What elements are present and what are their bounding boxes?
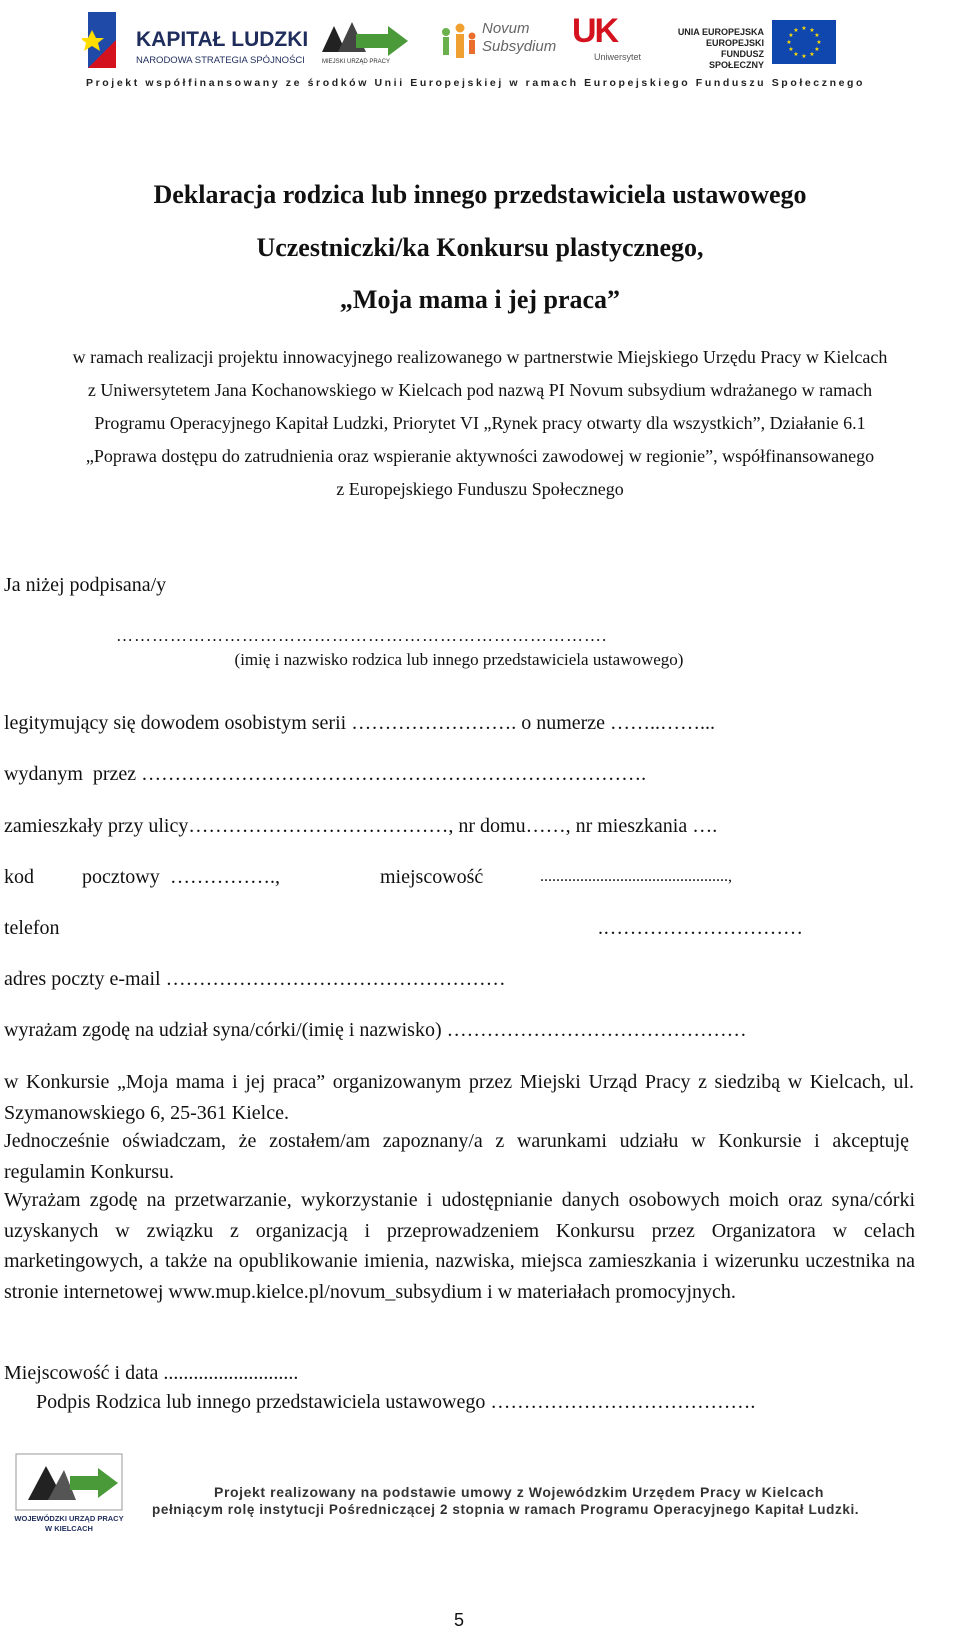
svg-text:★: ★ — [793, 27, 799, 34]
novum-subsydium-logo — [438, 16, 557, 66]
issued-label: wydanym przez — [4, 763, 137, 785]
child-name-field[interactable]: ……………………………………… — [446, 1019, 747, 1041]
town-field[interactable]: ..............................................., — [540, 868, 732, 885]
street-label: zamieszkały przy ulicy — [4, 815, 189, 837]
issued-field[interactable]: …………………………………………………………………. — [141, 763, 647, 785]
intro-line1: w ramach realizacji projektu innowacyjnego realizowanego w partnerstwie Miejskiego Urzędu Pracy w Kielcach — [72, 347, 888, 367]
novum-logo-line1: Novum — [482, 20, 530, 37]
eu-flag-icon — [772, 20, 836, 64]
id-line-prefix: legitymujący się dowodem osobistym serii — [4, 712, 347, 734]
house-field[interactable]: …… — [525, 815, 566, 837]
wup-caption-line2: W KIELCACH — [45, 1524, 93, 1533]
address-line — [4, 815, 717, 838]
eu-line3: FUNDUSZ SPOŁECZNY — [708, 49, 764, 70]
intro-line5: z Europejskiego Funduszu Społecznego — [336, 479, 624, 499]
name-hint: (imię i nazwisko rodzica lub innego przedstawiciela ustawowego) — [234, 650, 684, 669]
footer-line2: pełniącym rolę instytucji Pośredniczącej 2 stopnia w ramach Programu Operacyjnego Kapitał Ludzki. — [152, 1502, 860, 1517]
street-field[interactable]: ………………………………… — [188, 815, 449, 837]
id-series-field[interactable]: ……………………. — [351, 712, 517, 734]
ujk-letters: UK — [572, 12, 618, 50]
svg-text:★: ★ — [786, 39, 792, 46]
mup-arrow-icon — [318, 16, 410, 58]
header-logos — [0, 0, 960, 100]
issued-line — [4, 763, 646, 786]
kapital-ludzki-emblem-icon — [82, 10, 122, 72]
svg-text:★: ★ — [793, 51, 799, 58]
postal-line — [4, 866, 914, 889]
phone-label: telefon — [4, 917, 60, 939]
email-label: adres poczty e-mail — [4, 968, 161, 990]
consent-label: wyrażam zgodę na udział syna/córki/(imię i nazwisko) — [4, 1019, 442, 1041]
contest-paragraph: w Konkursie „Moja mama i jej praca” organizowanym przez Miejski Urząd Pracy z siedzibą w Kielcach, ul. Szymanowskiego 6, 25-361 Kielce. — [4, 1071, 914, 1124]
signature-line — [36, 1391, 755, 1414]
ujk-logo — [572, 12, 642, 66]
svg-text:★: ★ — [809, 27, 815, 34]
eu-line1: UNIA EUROPEJSKA — [677, 27, 764, 37]
svg-text:★: ★ — [816, 39, 822, 46]
data-consent-paragraph: Wyrażam zgodę na przetwarzanie, wykorzystanie i udostępnianie danych osobowych moich oraz syna/córki uzyskanych w związku z organizacją i przeprowadzeniem Konkursu przez Organizatora w celach marketingowych, a także na opublikowanie imienia, nazwiska, miejsca zamieszkania i wizerunku uczestnika na stronie internetowej www.mup.kielce.pl/novum_subsydium i w materiałach promocyjnych. — [4, 1189, 915, 1303]
pocztowy-label: pocztowy — [82, 866, 160, 888]
consent-line — [4, 1019, 747, 1042]
svg-text:★: ★ — [814, 46, 820, 53]
wup-caption-line1: WOJEWÓDZKI URZĄD PRACY — [14, 1514, 124, 1523]
id-number-field[interactable]: ……..……... — [610, 712, 716, 734]
mup-logo — [318, 16, 410, 68]
email-field[interactable]: …………………………………………… — [165, 968, 506, 990]
svg-text:★: ★ — [801, 25, 807, 32]
id-line — [4, 712, 715, 735]
email-line — [4, 968, 506, 991]
eu-text — [664, 27, 764, 71]
phone-field[interactable]: .………………………… — [598, 917, 803, 939]
page-number: 5 — [453, 1610, 464, 1630]
intro-line4: „Poprawa dostępu do zatrudnienia oraz wspieranie aktywności zawodowej w regionie”, współfinansowanego — [85, 446, 875, 466]
svg-text:★: ★ — [801, 53, 807, 60]
kapital-ludzki-logo — [82, 10, 309, 72]
phone-line — [4, 917, 914, 940]
title-line1: Deklaracja rodzica lub innego przedstawiciela ustawowego — [153, 180, 807, 209]
title-line2: Uczestniczki/ka Konkursu plastycznego, — [256, 233, 704, 262]
flat-label: , nr mieszkania — [565, 815, 688, 837]
title-line3: „Moja mama i jej praca” — [339, 285, 621, 314]
cofinance-tagline: Projekt współfinansowany ze środków Unii Europejskiej w ramach Europejskiego Funduszu Społecznego — [86, 77, 866, 89]
svg-text:★: ★ — [809, 51, 815, 58]
name-dots-field[interactable]: ………………………………………………………………………. — [116, 626, 608, 645]
signature-field[interactable]: …………………………………. — [490, 1391, 756, 1413]
place-date-line[interactable]: Miejscowość i data ........................... — [4, 1362, 299, 1384]
kapital-ludzki-name: KAPITAŁ LUDZKI — [136, 28, 309, 51]
kod-label: kod — [4, 866, 34, 888]
novum-logo-line2: Subsydium — [482, 38, 557, 55]
ujk-name: Uniwersytet — [594, 52, 642, 62]
acceptance-paragraph: Jednocześnie oświadczam, że zostałem/am zapoznany/a z warunkami udziału w Konkursie i akceptuję regulamin Konkursu. — [4, 1130, 909, 1183]
wup-arrow-icon — [14, 1452, 124, 1512]
mup-logo-caption: MIEJSKI URZĄD PRACY — [322, 59, 391, 65]
intro-line2: z Uniwersytetem Jana Kochanowskiego w Kielcach pod nazwą PI Novum subsydium wdrażanego w ramach — [87, 380, 873, 400]
postal-code-field[interactable]: ……………., — [170, 866, 280, 888]
wup-logo — [14, 1452, 124, 1534]
footer-line1: Projekt realizowany na podstawie umowy z Wojewódzkim Urzędem Pracy w Kielcach — [214, 1484, 825, 1500]
intro-text — [0, 341, 960, 506]
svg-text:★: ★ — [788, 32, 794, 39]
flat-field[interactable]: …. — [692, 815, 718, 837]
intro-line3: Programu Operacyjnego Kapitał Ludzki, Priorytet VI „Rynek pracy otwarty dla wszystkich”, Działanie 6.1 — [94, 413, 866, 433]
house-label: , nr domu — [448, 815, 526, 837]
town-label: miejscowość — [380, 866, 484, 888]
signature-label: Podpis Rodzica lub innego przedstawiciela ustawowego — [36, 1391, 486, 1413]
novum-figures-icon — [438, 22, 478, 64]
kapital-ludzki-subtitle: NARODOWA STRATEGIA SPÓJNOŚCI — [136, 55, 305, 66]
svg-text:★: ★ — [788, 46, 794, 53]
signatory-label: Ja niżej podpisana/y — [4, 574, 167, 596]
eu-line2: EUROPEJSKI — [705, 38, 764, 48]
id-number-label: o numerze — [521, 712, 606, 734]
svg-text:★: ★ — [814, 32, 820, 39]
